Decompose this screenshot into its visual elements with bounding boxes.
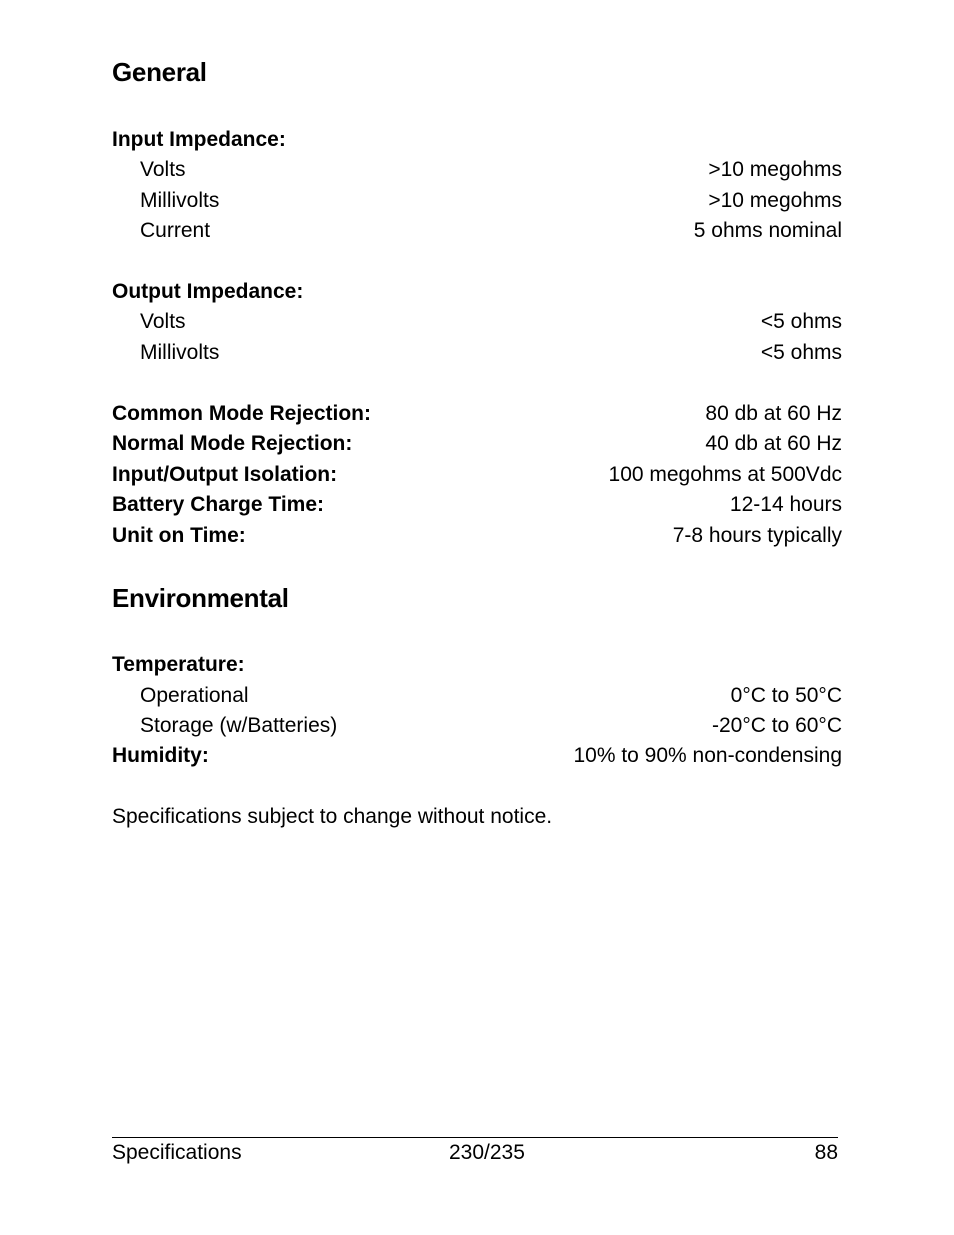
battery-charge-time-row bbox=[112, 490, 842, 520]
normal-mode-rejection-row bbox=[112, 429, 842, 459]
output-impedance-label: Output Impedance: bbox=[112, 280, 304, 303]
environmental-heading: Environmental bbox=[112, 583, 289, 613]
spec-value: <5 ohms bbox=[760, 341, 842, 364]
input-impedance-label: Input Impedance: bbox=[112, 128, 286, 151]
document-page bbox=[112, 0, 842, 1235]
footer-model-number: 230/235 bbox=[449, 1141, 525, 1164]
input-output-isolation-row bbox=[112, 460, 842, 490]
spec-value: 12-14 hours bbox=[729, 493, 842, 516]
page-footer bbox=[112, 1138, 838, 1168]
humidity-value: 10% to 90% non-condensing bbox=[573, 744, 842, 767]
humidity-label: Humidity: bbox=[112, 744, 209, 767]
spec-label: Volts bbox=[140, 310, 186, 333]
temperature-label: Temperature: bbox=[112, 653, 245, 676]
footer-section-title: Specifications bbox=[112, 1141, 242, 1164]
spec-label: Normal Mode Rejection: bbox=[112, 432, 353, 455]
spec-label: Current bbox=[140, 219, 211, 242]
spec-label: Storage (w/Batteries) bbox=[140, 714, 338, 737]
spec-value: 5 ohms nominal bbox=[693, 219, 842, 242]
unit-on-time-row bbox=[112, 521, 842, 551]
general-heading: General bbox=[112, 57, 207, 87]
spec-value: 40 db at 60 Hz bbox=[705, 432, 842, 455]
spec-value: 0°C to 50°C bbox=[730, 684, 842, 707]
output-impedance-millivolts-row bbox=[112, 338, 842, 368]
spec-label: Input/Output Isolation: bbox=[112, 463, 338, 486]
spec-value: >10 megohms bbox=[708, 189, 842, 212]
input-impedance-row bbox=[112, 125, 842, 155]
input-impedance-volts-row bbox=[112, 155, 842, 185]
common-mode-rejection-row bbox=[112, 399, 842, 429]
temperature-row bbox=[112, 650, 842, 680]
spec-label: Common Mode Rejection: bbox=[112, 402, 372, 425]
spec-label: Volts bbox=[140, 158, 186, 181]
spec-value: >10 megohms bbox=[708, 158, 842, 181]
spec-value: -20°C to 60°C bbox=[711, 714, 842, 737]
spec-label: Operational bbox=[140, 684, 249, 707]
output-impedance-volts-row bbox=[112, 307, 842, 337]
spec-value: 100 megohms at 500Vdc bbox=[608, 463, 842, 486]
temperature-storage-row bbox=[112, 711, 842, 741]
input-impedance-current-row bbox=[112, 216, 842, 246]
output-impedance-row bbox=[112, 277, 842, 307]
specifications-note: Specifications subject to change without notice. bbox=[112, 805, 553, 828]
spec-label: Millivolts bbox=[140, 189, 220, 212]
spec-label: Battery Charge Time: bbox=[112, 493, 325, 516]
spec-value: 7-8 hours typically bbox=[672, 524, 842, 547]
temperature-operational-row bbox=[112, 681, 842, 711]
spec-label: Millivolts bbox=[140, 341, 220, 364]
spec-value: 80 db at 60 Hz bbox=[705, 402, 842, 425]
input-impedance-millivolts-row bbox=[112, 186, 842, 216]
spec-label: Unit on Time: bbox=[112, 524, 246, 547]
humidity-row bbox=[112, 741, 842, 771]
spec-value: <5 ohms bbox=[760, 310, 842, 333]
footer-page-number: 88 bbox=[814, 1141, 838, 1164]
